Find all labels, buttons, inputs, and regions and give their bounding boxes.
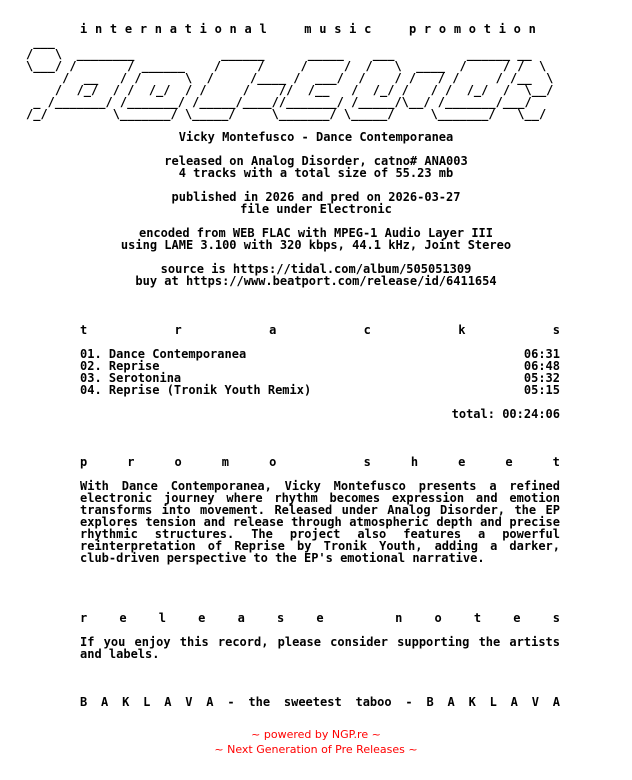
heading-letter: s xyxy=(276,611,285,625)
heading-letter: r xyxy=(174,323,182,337)
heading-letter: e xyxy=(198,611,206,625)
heading-letter: m xyxy=(221,455,230,469)
heading-letter: e xyxy=(316,611,324,625)
banner-word: A xyxy=(164,695,172,709)
track-name: 01. Dance Contemporanea xyxy=(80,347,247,361)
tagline-letter: n xyxy=(154,22,162,36)
heading-letter: e xyxy=(119,611,127,625)
logo-line: /_/ \_______/ \_____/ \_______/ \_____/ \_______/ \__/ xyxy=(26,107,547,121)
release-lame: using LAME 3.100 with 320 kbps, 44.1 kHz, Joint Stereo xyxy=(120,238,512,252)
heading-letter: c xyxy=(363,323,371,337)
banner-word: L xyxy=(143,695,151,709)
logo-line: ___ xyxy=(26,35,489,49)
tagline-letter xyxy=(394,23,401,35)
heading-letter: t xyxy=(552,455,560,469)
tagline-letter: n xyxy=(528,22,536,36)
tagline-letter: l xyxy=(259,22,267,36)
release-size: 4 tracks with a total size of 55.23 mb xyxy=(178,166,454,180)
tagline-letter: t xyxy=(483,22,491,36)
tagline-letter: r xyxy=(423,22,432,36)
heading-letter: r xyxy=(80,611,88,625)
heading-letter: o xyxy=(434,611,442,625)
tagline-letter: o xyxy=(468,22,477,36)
heading-letter: r xyxy=(127,455,135,469)
banner-word: - xyxy=(227,695,235,709)
promo-heading xyxy=(80,456,560,468)
tracks-total: total: 00:24:06 xyxy=(451,407,560,421)
notes-text: If you enjoy this record, please consider supporting the artists and labels. xyxy=(80,635,560,661)
banner-word: A xyxy=(552,695,560,709)
tagline-letter: o xyxy=(513,22,521,36)
tagline-letter xyxy=(274,23,281,35)
tagline-letter: s xyxy=(334,22,342,36)
next-generation-text: ~ Next Generation of Pre Releases ~ xyxy=(214,743,418,756)
track-time: 06:31 xyxy=(523,347,560,361)
banner-word: L xyxy=(489,695,497,709)
banner-word: B xyxy=(426,695,434,709)
tagline-letter: o xyxy=(438,22,447,36)
track-row xyxy=(80,384,560,396)
banner-word: A xyxy=(447,695,455,709)
tagline-letter: a xyxy=(169,22,177,36)
heading-letter: n xyxy=(395,611,403,625)
tagline-letter: t xyxy=(109,22,118,36)
heading-letter xyxy=(316,456,323,468)
tagline-letter: i xyxy=(349,22,357,36)
release-title: Vicky Montefusco - Dance Contemporanea xyxy=(178,130,454,144)
tagline-letter: m xyxy=(453,22,462,36)
tagline-letter: i xyxy=(498,22,506,36)
tagline-letter: i xyxy=(80,22,88,36)
release-source: source is https://tidal.com/album/505051309 xyxy=(160,262,472,276)
logo-line: \___/ / / ______ / / / / / \ ____ / / / \ xyxy=(26,59,547,73)
powered-by-text: ~ powered by NGP.re ~ xyxy=(251,728,381,741)
tagline-letter: r xyxy=(139,22,148,36)
banner-word: K xyxy=(468,695,476,709)
track-name: 02. Reprise xyxy=(80,359,160,373)
tagline-letter: e xyxy=(124,22,133,36)
heading-letter: p xyxy=(80,455,88,469)
tagline-letter: n xyxy=(94,22,103,36)
heading-letter: o xyxy=(174,455,182,469)
heading-letter: t xyxy=(473,611,482,625)
logo-line: / \ ________ ______ _____ ___ ______ __ xyxy=(26,47,532,61)
banner-word: V xyxy=(531,695,539,709)
tagline-letter: a xyxy=(244,22,252,36)
track-name: 03. Serotonina xyxy=(80,371,182,385)
track-name: 04. Reprise (Tronik Youth Remix) xyxy=(80,383,312,397)
release-encoded: encoded from WEB FLAC with MPEG-1 Audio Layer III xyxy=(138,226,493,240)
track-time: 05:32 xyxy=(523,371,560,385)
heading-letter: e xyxy=(458,455,466,469)
tagline-letter: i xyxy=(199,22,207,36)
heading-letter: s xyxy=(552,323,560,337)
tagline-letter: n xyxy=(229,22,237,36)
tagline-letter: m xyxy=(304,22,312,36)
notes-heading xyxy=(80,612,560,624)
banner-word: A xyxy=(101,695,109,709)
heading-letter: h xyxy=(410,455,419,469)
heading-letter: a xyxy=(237,611,245,625)
logo-line: _ /_______/ /_______/ /_____/____//_______/ /_____/\__/ /_______/___/ xyxy=(26,95,532,109)
tagline-letter: t xyxy=(184,22,192,36)
heading-letter: l xyxy=(158,611,167,625)
track-list xyxy=(80,348,560,396)
tagline-letter: o xyxy=(214,22,222,36)
release-info xyxy=(0,131,632,287)
banner-word: A xyxy=(510,695,518,709)
banner-word: A xyxy=(206,695,214,709)
heading-letter: s xyxy=(552,611,560,625)
banner-word: B xyxy=(80,695,88,709)
banner-word: V xyxy=(185,695,193,709)
release-genre: file under Electronic xyxy=(240,202,392,216)
track-time: 05:15 xyxy=(523,383,560,397)
heading-letter xyxy=(356,612,363,624)
banner-word: - xyxy=(405,695,413,709)
logo-line: / /_/ / / /_/ / / / // /__ / /_/ / / / /_/ / \__/ xyxy=(26,83,554,97)
track-time: 06:48 xyxy=(523,359,560,373)
heading-letter: o xyxy=(269,455,277,469)
tagline-letter: c xyxy=(364,22,372,36)
heading-letter: a xyxy=(269,323,277,337)
tracks-heading xyxy=(80,324,560,336)
baklava-banner xyxy=(80,696,560,708)
banner-word: sweetest xyxy=(283,695,342,709)
banner-word: K xyxy=(122,695,130,709)
logo-line: / __ / / \ / /____ / ___/ / / / / / / /__ \ xyxy=(26,71,554,85)
heading-letter: s xyxy=(363,455,371,469)
release-label: released on Analog Disorder, catno# ANA003 xyxy=(164,154,468,168)
banner-word: taboo xyxy=(355,695,392,709)
heading-letter: k xyxy=(458,323,466,337)
heading-letter: t xyxy=(80,323,88,337)
tagline-letter: p xyxy=(408,22,417,36)
tagline-letter: u xyxy=(319,22,327,36)
promo-text: With Dance Contemporanea, Vicky Montefusco presents a refined electronic journey where rhythm becomes expression and emotion transforms into movement. Released under Analog Disorder, the EP explores tension and release through atmospheric depth and precise rhythmic structures. The project also features a powerful reinterpretation of Reprise by Tronik Youth, adding a darker, club-driven perspective to the EP's emotional narrative. xyxy=(80,479,560,565)
release-buy: buy at https://www.beatport.com/release/id/6411654 xyxy=(135,274,497,288)
tagline-letter xyxy=(289,23,296,35)
release-published: published in 2026 and pred on 2026-03-27 xyxy=(171,190,461,204)
tagline-letter xyxy=(379,23,386,35)
tagline xyxy=(80,23,536,35)
banner-word: the xyxy=(248,695,271,709)
heading-letter: e xyxy=(505,455,513,469)
baklava-ascii-logo xyxy=(26,36,553,120)
heading-letter: e xyxy=(513,611,521,625)
